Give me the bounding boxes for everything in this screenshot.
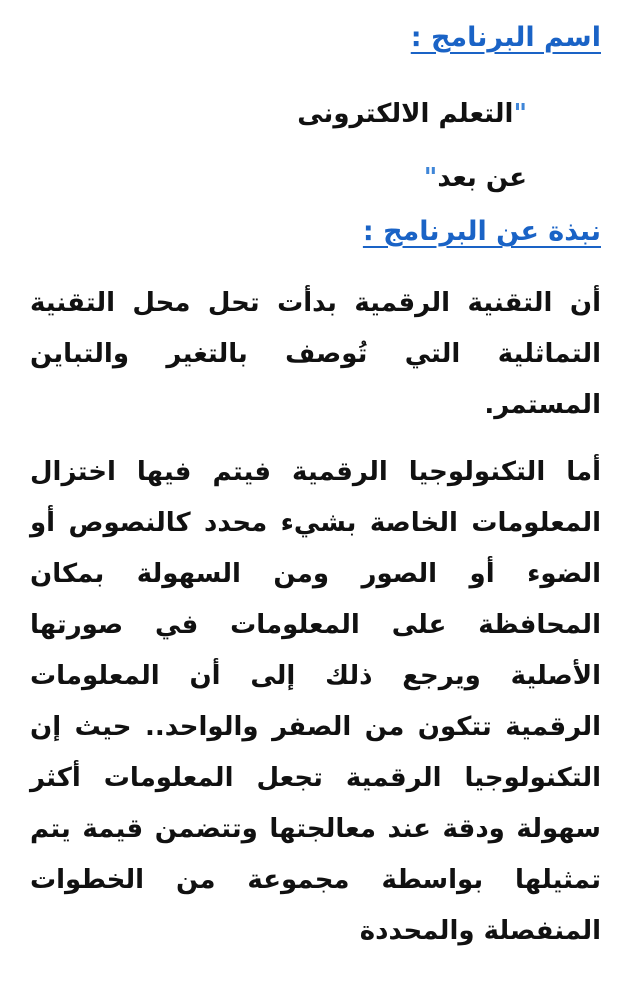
- program-name-line-2: [30, 154, 527, 202]
- about-paragraph-1: أن التقنية الرقمية بدأت تحل محل التقنية التماثلية التي تُوصف بالتغير والتباين المستمر.: [30, 288, 601, 420]
- program-name-text-2: عن بعد: [437, 163, 527, 193]
- about-paragraph-2: أما التكنولوجيا الرقمية فيتم فيها اختزال المعلومات الخاصة بشيء محدد كالنصوص أو الضوء أو الصور ومن السهولة بمكان المحافظة على المعلومات في صورتها الأصلية ويرجع ذلك إلى أن المعلومات الرقمية تتكون من الصفر والواحد.. حيث إن التكنولوجيا الرقمية تجعل المعلومات أكثر سهولة ودقة عند معالجتها وتتضمن قيمة يتم تمثيلها بواسطة مجموعة من الخطوات المنفصلة والمحددة: [30, 457, 601, 946]
- program-name-value: [30, 90, 527, 202]
- program-name-heading: اسم البرنامج :: [410, 22, 601, 53]
- program-name-text-1: التعلم الالكترونى: [297, 99, 514, 129]
- program-name-line-1: [30, 90, 527, 138]
- open-quote: ": [513, 99, 527, 129]
- about-program-heading: نبذة عن البرنامج :: [362, 216, 601, 247]
- close-quote: ": [423, 163, 438, 193]
